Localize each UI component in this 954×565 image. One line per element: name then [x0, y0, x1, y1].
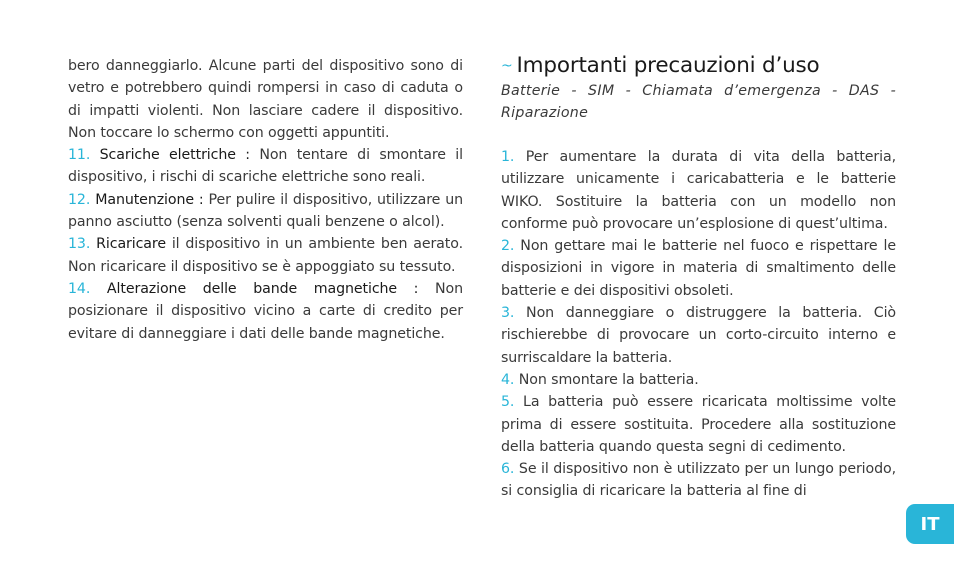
item-term: Ricaricare — [96, 236, 166, 253]
list-item — [501, 302, 896, 369]
item-number: 14. — [68, 280, 91, 297]
list-item — [68, 278, 463, 345]
intro-paragraph: bero danneggiarlo. Alcune parti del dispositivo sono di vetro e potrebbero quindi rompersi in caso di caduta o di impatti violenti. Non lasciare cadere il dispositivo. Non toccare lo schermo con oggetti appuntiti. — [68, 58, 463, 141]
section-title-text: Importanti precauzioni d’uso — [516, 53, 820, 78]
item-text: Non posizionare il dispositivo vicino a carte di credito per evitare di danneggiare i dati delle bande magnetiche. — [68, 280, 464, 342]
item-text: Per pulire il dispositivo, utilizzare un panno asciutto (senza solventi quali benzene o alcol). — [68, 191, 463, 231]
language-badge: IT — [906, 504, 954, 544]
list-item — [501, 146, 896, 235]
item-text: Per aumentare la durata di vita della batteria, utilizzare unicamente i caricabatteria e le batterie WIKO. Sostituire la batteria con un modello non conforme può provocare un’esplosione di quest’ultima. — [501, 149, 896, 232]
section-subtitle: Batterie - SIM - Chiamata d’emergenza - DAS - Riparazione — [501, 83, 896, 122]
item-number: 6. — [501, 461, 515, 478]
list-item — [501, 369, 896, 391]
item-text: Non gettare mai le batterie nel fuoco e rispettare le disposizioni in vigore in materia di smaltimento delle batterie e dei dispositivi obsoleti. — [501, 238, 896, 299]
section-title — [501, 53, 820, 78]
left-column — [68, 55, 463, 345]
item-number: 13. — [68, 236, 91, 253]
item-text: Non danneggiare o distruggere la batteria. Ciò rischierebbe di provocare un corto-circuito interno e surriscaldare la batteria. — [501, 305, 896, 366]
item-text: Non smontare la batteria. — [514, 371, 699, 388]
item-term: Manutenzione : — [95, 191, 204, 208]
list-item — [501, 458, 896, 503]
item-text: La batteria può essere ricaricata moltissime volte prima di essere sostituita. Procedere alla sostituzione della batteria quando questa segni di cedimento. — [501, 394, 896, 455]
right-column — [501, 146, 896, 503]
list-item — [501, 391, 896, 458]
item-number: 12. — [68, 191, 91, 208]
item-text: il dispositivo in un ambiente ben aerato. Non ricaricare il dispositivo se è appoggiato su tessuto. — [68, 236, 463, 275]
item-number: 1. — [501, 149, 515, 165]
item-text: Non tentare di smontare il dispositivo, i rischi di scariche elettriche sono reali. — [68, 147, 463, 186]
list-item — [68, 233, 463, 278]
list-item — [68, 144, 463, 189]
item-term: Scariche elettriche : — [99, 147, 250, 164]
item-number: 5. — [501, 394, 515, 411]
item-number: 11. — [68, 147, 91, 164]
item-number: 4. — [501, 371, 515, 388]
list-item — [501, 235, 896, 302]
item-term: Alterazione delle bande magnetiche : — [106, 280, 419, 297]
list-item — [68, 189, 463, 234]
item-text: Se il dispositivo non è utilizzato per un lungo periodo, si consiglia di ricaricare la batteria al fine di — [501, 461, 896, 500]
title-marker: ~ — [501, 58, 513, 74]
item-number: 2. — [501, 238, 515, 255]
item-number: 3. — [501, 305, 515, 322]
